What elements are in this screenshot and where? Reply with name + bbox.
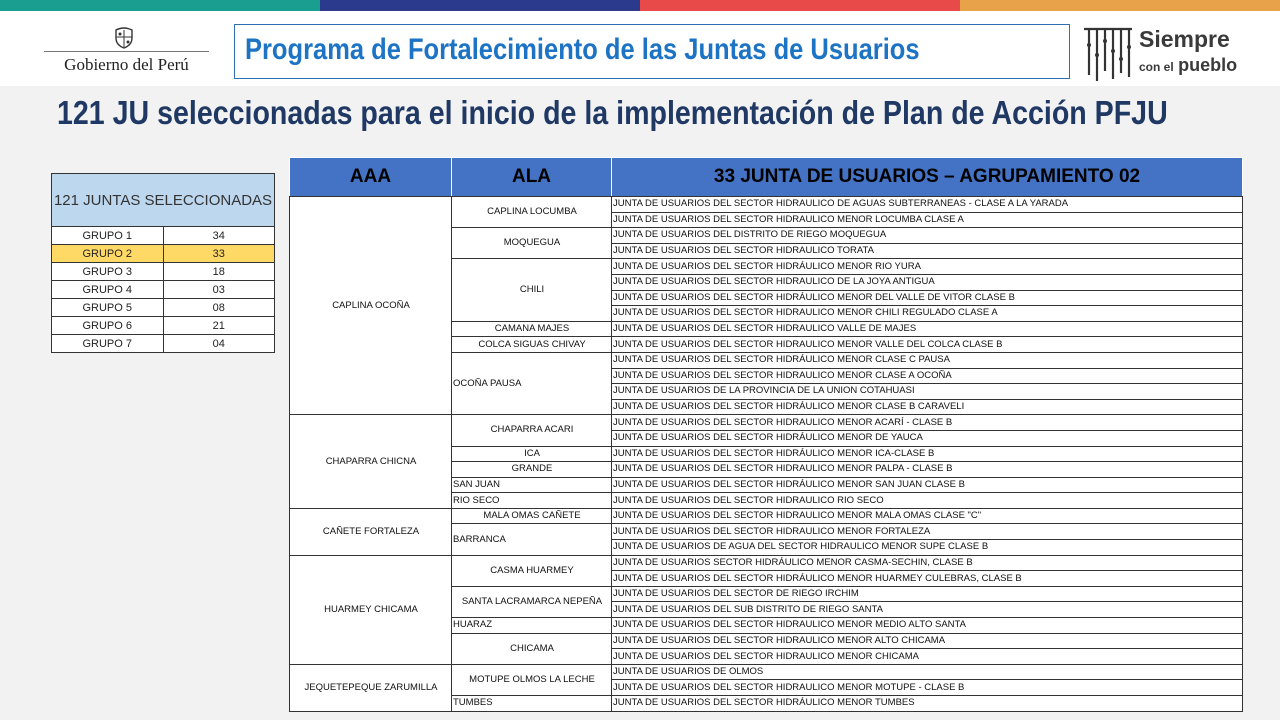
header-junta: 33 JUNTA DE USUARIOS – AGRUPAMIENTO 02 [612, 158, 1243, 197]
ala-cell: SANTA LACRAMARCA NEPEÑA [452, 586, 612, 617]
junta-cell: JUNTA DE USUARIOS DE AGUA DEL SECTOR HIDRAULICO MENOR SUPE CLASE B [612, 540, 1243, 556]
ala-cell: CAPLINA LOCUMBA [452, 197, 612, 228]
junta-cell: JUNTA DE USUARIOS DE OLMOS [612, 664, 1243, 680]
summary-table [51, 173, 275, 353]
junta-cell: JUNTA DE USUARIOS DEL SUB DISTRITO DE RIEGO SANTA [612, 602, 1243, 618]
junta-cell: JUNTA DE USUARIOS DEL SECTOR HIDRÁULICO MENOR SAN JUAN CLASE B [612, 477, 1243, 493]
junta-cell: JUNTA DE USUARIOS DEL SECTOR HIDRAULICO MENOR CHILI REGULADO CLASE A [612, 306, 1243, 322]
ala-cell: GRANDE [452, 462, 612, 478]
brand-pueblo: pueblo [1178, 55, 1238, 75]
junta-cell: JUNTA DE USUARIOS DEL SECTOR HIDRAULICO VALLE DE MAJES [612, 321, 1243, 337]
top-color-band [0, 0, 1280, 11]
junta-cell: JUNTA DE USUARIOS SECTOR HIDRÁULICO MENOR CASMA-SECHIN, CLASE B [612, 555, 1243, 571]
junta-cell: JUNTA DE USUARIOS DEL SECTOR HIDRÁULICO MENOR DE YAUCA [612, 430, 1243, 446]
ala-cell: SAN JUAN [452, 477, 612, 493]
pillars-icon [1082, 25, 1134, 85]
gobierno-logo [44, 27, 209, 87]
table-row [290, 508, 1243, 524]
junta-table [289, 157, 1243, 712]
aaa-cell: CAPLINA OCOÑA [290, 197, 452, 415]
page-heading: 121 JU seleccionadas para el inicio de la implementación de Plan de Acción PFJU [57, 94, 1168, 131]
summary-count: 08 [163, 299, 275, 317]
header-ala: ALA [452, 158, 612, 197]
band-teal [0, 0, 320, 11]
summary-group: GRUPO 4 [52, 281, 164, 299]
ala-cell: CHILI [452, 259, 612, 321]
junta-cell: JUNTA DE USUARIOS DEL SECTOR HIDRAULICO MENOR CLASE A OCOÑA [612, 368, 1243, 384]
junta-cell: JUNTA DE USUARIOS DEL SECTOR HIDRÁULICO MENOR CLASE B CARAVELI [612, 399, 1243, 415]
junta-cell: JUNTA DE USUARIOS DEL SECTOR HIDRAULICO MENOR MALA OMAS CLASE "C" [612, 508, 1243, 524]
summary-row [52, 263, 275, 281]
summary-body [52, 227, 275, 353]
summary-group: GRUPO 3 [52, 263, 164, 281]
header-aaa: AAA [290, 158, 452, 197]
band-navy [320, 0, 640, 11]
summary-count: 34 [163, 227, 275, 245]
junta-cell: JUNTA DE USUARIOS DEL SECTOR HIDRÁULICO MENOR HUARMEY CULEBRAS, CLASE B [612, 571, 1243, 587]
table-row [290, 555, 1243, 571]
junta-cell: JUNTA DE USUARIOS DEL SECTOR HIDRAULICO MENOR VALLE DEL COLCA CLASE B [612, 337, 1243, 353]
summary-row [52, 299, 275, 317]
aaa-cell: CHAPARRA CHICNA [290, 415, 452, 509]
brand-con-el-pueblo [1139, 55, 1237, 76]
ala-cell: BARRANCA [452, 524, 612, 555]
brand-siempre: Siempre [1139, 26, 1230, 52]
junta-cell: JUNTA DE USUARIOS DEL SECTOR HIDRÁULICO MENOR RIO YURA [612, 259, 1243, 275]
ala-cell: TUMBES [452, 696, 612, 712]
band-red [640, 0, 960, 11]
table-row [290, 664, 1243, 680]
summary-count: 03 [163, 281, 275, 299]
summary-group: GRUPO 6 [52, 317, 164, 335]
ala-cell: CAMANA MAJES [452, 321, 612, 337]
program-title-box [234, 24, 1070, 79]
ala-cell: ICA [452, 446, 612, 462]
ala-cell: MOTUPE OLMOS LA LECHE [452, 664, 612, 695]
junta-cell: JUNTA DE USUARIOS DEL SECTOR DE RIEGO IRCHIM [612, 586, 1243, 602]
siempre-con-el-pueblo-logo [1082, 21, 1242, 91]
junta-cell: JUNTA DE USUARIOS DEL SECTOR HIDRAULICO DE LA JOYA ANTIGUA [612, 274, 1243, 290]
ala-cell: CHICAMA [452, 633, 612, 664]
summary-row [52, 245, 275, 263]
summary-count: 33 [163, 245, 275, 263]
junta-cell: JUNTA DE USUARIOS DE LA PROVINCIA DE LA UNION COTAHUASI [612, 384, 1243, 400]
aaa-cell: JEQUETEPEQUE ZARUMILLA [290, 664, 452, 711]
aaa-cell: HUARMEY CHICAMA [290, 555, 452, 664]
junta-cell: JUNTA DE USUARIOS DEL SECTOR HIDRAULICO MENOR MEDIO ALTO SANTA [612, 618, 1243, 634]
table-row [290, 197, 1243, 213]
coat-of-arms-icon [112, 27, 136, 49]
gobierno-text: Gobierno del Perú [64, 55, 189, 74]
junta-cell: JUNTA DE USUARIOS DEL SECTOR HIDRAULICO MENOR MOTUPE - CLASE B [612, 680, 1243, 696]
junta-cell: JUNTA DE USUARIOS DEL SECTOR HIDRÁULICO MENOR CLASE C PAUSA [612, 352, 1243, 368]
ala-cell: MOQUEGUA [452, 228, 612, 259]
aaa-cell: CAÑETE FORTALEZA [290, 508, 452, 555]
ala-cell: CASMA HUARMEY [452, 555, 612, 586]
junta-cell: JUNTA DE USUARIOS DEL SECTOR HIDRAULICO MENOR PALPA - CLASE B [612, 462, 1243, 478]
junta-cell: JUNTA DE USUARIOS DEL SECTOR HIDRAULICO MENOR ALTO CHICAMA [612, 633, 1243, 649]
summary-row [52, 317, 275, 335]
logo-rule [44, 51, 209, 52]
summary-count: 18 [163, 263, 275, 281]
junta-cell: JUNTA DE USUARIOS DEL DISTRITO DE RIEGO MOQUEGUA [612, 228, 1243, 244]
summary-row [52, 335, 275, 353]
header-bar [0, 11, 1280, 86]
junta-cell: JUNTA DE USUARIOS DEL SECTOR HIDRÁULICO MENOR DEL VALLE DE VITOR CLASE B [612, 290, 1243, 306]
summary-group: GRUPO 5 [52, 299, 164, 317]
table-row [290, 415, 1243, 431]
band-orange [960, 0, 1280, 11]
ala-cell: CHAPARRA ACARI [452, 415, 612, 446]
summary-title: 121 JUNTAS SELECCIONADAS [52, 174, 275, 227]
brand-con-el: con el [1139, 60, 1174, 74]
summary-group: GRUPO 7 [52, 335, 164, 353]
ala-cell: OCOÑA PAUSA [452, 352, 612, 414]
ala-cell: MALA OMAS CAÑETE [452, 508, 612, 524]
junta-cell: JUNTA DE USUARIOS DEL SECTOR HIDRAULICO MENOR LOCUMBA CLASE A [612, 212, 1243, 228]
junta-cell: JUNTA DE USUARIOS DEL SECTOR HIDRAULICO MENOR FORTALEZA [612, 524, 1243, 540]
program-title: Programa de Fortalecimiento de las Juntas de Usuarios [245, 33, 920, 66]
ala-cell: RIO SECO [452, 493, 612, 509]
junta-cell: JUNTA DE USUARIOS DEL SECTOR HIDRÁULICO MENOR TUMBES [612, 696, 1243, 712]
summary-count: 21 [163, 317, 275, 335]
junta-cell: JUNTA DE USUARIOS DEL SECTOR HIDRAULICO DE AGUAS SUBTERRANEAS - CLASE A LA YARADA [612, 197, 1243, 213]
junta-cell: JUNTA DE USUARIOS DEL SECTOR HIDRÁULICO MENOR ICA-CLASE B [612, 446, 1243, 462]
summary-group: GRUPO 2 [52, 245, 164, 263]
summary-row [52, 281, 275, 299]
junta-table-body [290, 197, 1243, 712]
summary-count: 04 [163, 335, 275, 353]
summary-group: GRUPO 1 [52, 227, 164, 245]
summary-row [52, 227, 275, 245]
junta-cell: JUNTA DE USUARIOS DEL SECTOR HIDRAULICO RIO SECO [612, 493, 1243, 509]
junta-cell: JUNTA DE USUARIOS DEL SECTOR HIDRAULICO MENOR CHICAMA [612, 649, 1243, 665]
ala-cell: HUARAZ [452, 618, 612, 634]
junta-cell: JUNTA DE USUARIOS DEL SECTOR HIDRAULICO MENOR ACARÍ - CLASE B [612, 415, 1243, 431]
ala-cell: COLCA SIGUAS CHIVAY [452, 337, 612, 353]
junta-cell: JUNTA DE USUARIOS DEL SECTOR HIDRAULICO TORATA [612, 243, 1243, 259]
